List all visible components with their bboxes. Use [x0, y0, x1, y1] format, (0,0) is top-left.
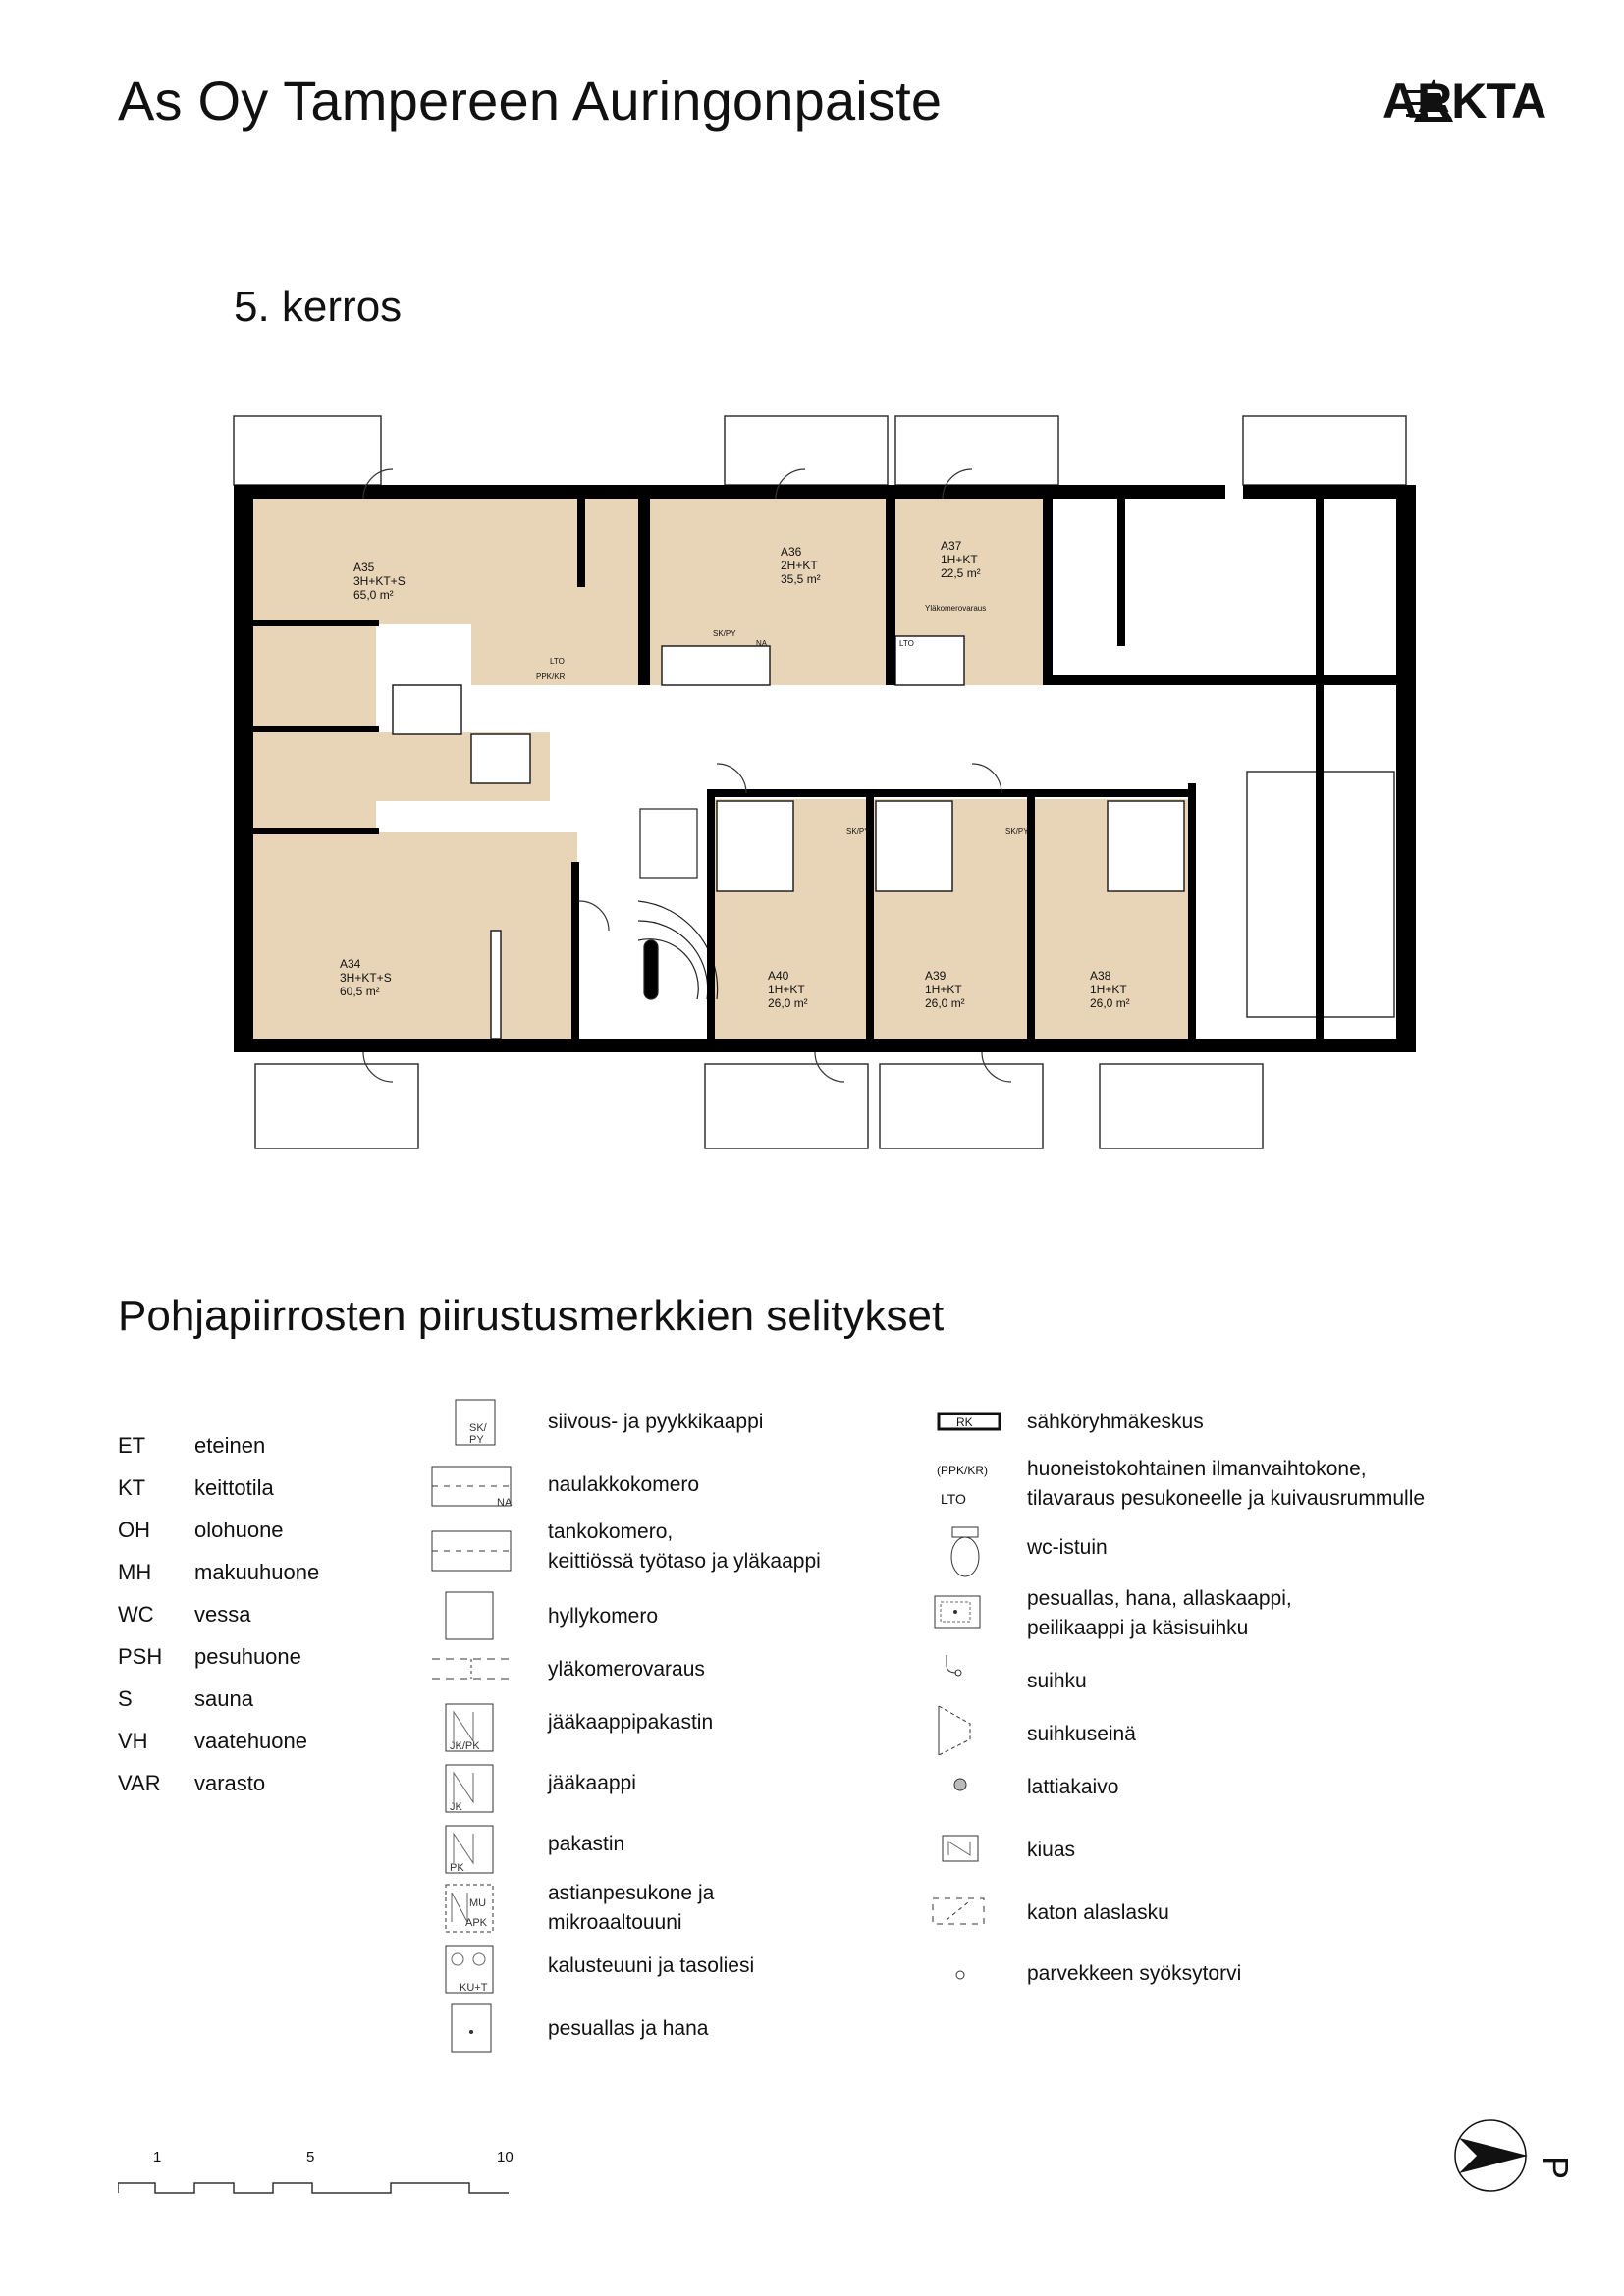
svg-text:1H+KT: 1H+KT [768, 983, 805, 996]
svg-text:MU: MU [469, 1897, 487, 1909]
tag-skpy: SK/PY [1005, 828, 1029, 836]
room-a35-hall [471, 587, 648, 685]
legend-label: sähköryhmäkeskus [1027, 1411, 1204, 1433]
abbr-row: ET eteinen [118, 1433, 266, 1458]
scale-bar [118, 2140, 530, 2199]
legend-label: parvekkeen syöksytorvi [1027, 1962, 1242, 1985]
svg-text:A39: A39 [925, 969, 947, 983]
freezer-icon [444, 1824, 503, 1879]
legend-label: pakastin [548, 1833, 625, 1855]
coat-closet-icon [430, 1463, 518, 1512]
balcony-se [1100, 1064, 1263, 1148]
balcony-nw [234, 416, 381, 485]
north-label: P [1536, 2156, 1576, 2180]
legend-label: katon alaslasku [1027, 1901, 1169, 1924]
north-arrow-icon [1451, 2110, 1589, 2199]
legend-label: siivous- ja pyykkikaappi [548, 1411, 764, 1433]
legend-label: yläkomerovaraus [548, 1658, 705, 1681]
svg-text:JK/PK: JK/PK [450, 1740, 480, 1752]
svg-text:RK: RK [956, 1415, 973, 1429]
legend-label: hyllykomero [548, 1605, 659, 1628]
project-title: As Oy Tampereen Auringonpaiste [118, 70, 943, 132]
room-a35-bed1 [253, 624, 376, 726]
svg-text:KU+T: KU+T [460, 1982, 488, 1994]
legend-title: Pohjapiirrosten piirustusmerkkien selitykset [118, 1292, 945, 1340]
lowered-ceiling-icon [929, 1893, 992, 1932]
svg-text:3H+KT+S: 3H+KT+S [340, 971, 392, 985]
svg-text:1H+KT: 1H+KT [941, 553, 978, 566]
svg-text:1H+KT: 1H+KT [925, 983, 962, 996]
svg-text:SK/: SK/ [469, 1422, 487, 1434]
svg-text:A37: A37 [941, 539, 962, 553]
svg-text:NA: NA [497, 1497, 513, 1509]
floor-plan [226, 410, 1424, 1156]
legend-label: suihku [1027, 1670, 1087, 1692]
svg-text:JK: JK [450, 1801, 462, 1813]
abbr-row: OH olohuone [118, 1518, 284, 1542]
washbasin-icon [933, 1592, 986, 1633]
ventilation-unit-icon [937, 1459, 1025, 1512]
legend-label: pesuallas, hana, allaskaappi, peilikaappi ja käsisuihku [1027, 1587, 1292, 1639]
svg-text:(PPK/KR): (PPK/KR) [937, 1464, 989, 1477]
svg-text:60,5 m²: 60,5 m² [340, 985, 380, 998]
legend-label: tankokomero, keittiössä työtaso ja yläkaappi [548, 1521, 821, 1573]
legend-label: huoneistokohtainen ilmanvaihtokone, tilavaraus pesukoneelle ja kuivausrummulle [1027, 1458, 1426, 1510]
legend-label: kiuas [1027, 1839, 1076, 1861]
sauna-stove-icon [941, 1832, 984, 1867]
svg-text:26,0 m²: 26,0 m² [1090, 996, 1130, 1010]
abbr-row: WC vessa [118, 1602, 251, 1627]
abbr-row: MH makuuhuone [118, 1560, 320, 1584]
svg-text:A38: A38 [1090, 969, 1111, 983]
svg-text:65,0 m²: 65,0 m² [353, 588, 394, 602]
legend-label: wc-istuin [1027, 1536, 1108, 1559]
legend-label: pesuallas ja hana [548, 2017, 709, 2040]
abbr-row: VAR varasto [118, 1771, 266, 1795]
shelf-closet-icon [444, 1590, 503, 1645]
brand-name: ARKTA [1382, 74, 1546, 129]
svg-text:APK: APK [465, 1917, 488, 1929]
abbr-row: S sauna [118, 1686, 253, 1711]
balcony-n2 [895, 416, 1058, 485]
legend-label: suihkuseinä [1027, 1723, 1136, 1745]
balcony-s1 [705, 1064, 868, 1148]
balcony-sw [255, 1064, 418, 1148]
svg-text:2H+KT: 2H+KT [781, 559, 818, 572]
svg-text:A34: A34 [340, 957, 361, 971]
tag-lto: LTO [899, 639, 914, 648]
toilet-icon [947, 1525, 986, 1584]
legend-label: jääkaappi [548, 1772, 636, 1794]
tag-ylakomerovaraus: Yläkomerovaraus [925, 604, 987, 613]
svg-text:22,5 m²: 22,5 m² [941, 566, 981, 580]
fridge-icon [444, 1763, 503, 1818]
room-a34-living [253, 832, 577, 1044]
scale-tick-label: 10 [497, 2149, 514, 2165]
tag-skpy: SK/PY [713, 629, 736, 638]
scale-tick-label: 1 [153, 2149, 162, 2165]
elevator [640, 809, 697, 878]
electrical-panel-icon [937, 1408, 1005, 1437]
dishwasher-microwave-icon [444, 1883, 503, 1938]
upper-cabinet-icon [430, 1651, 518, 1690]
balcony-n1 [725, 416, 888, 485]
legend-label: jääkaappipakastin [548, 1711, 714, 1734]
abbr-row: VH vaatehuone [118, 1729, 307, 1753]
oven-hob-icon [444, 1944, 503, 1999]
svg-text:PY: PY [469, 1434, 484, 1446]
legend-label: lattiakaivo [1027, 1776, 1119, 1798]
legend-label: kalusteuuni ja tasoliesi [548, 1954, 755, 1977]
room-a34-bed [253, 730, 376, 832]
svg-text:A35: A35 [353, 561, 375, 574]
svg-text:26,0 m²: 26,0 m² [925, 996, 965, 1010]
tag-lto: LTO [550, 657, 565, 666]
svg-text:1H+KT: 1H+KT [1090, 983, 1127, 996]
svg-text:26,0 m²: 26,0 m² [768, 996, 808, 1010]
sink-icon [450, 2002, 499, 2057]
fridge-freezer-icon [444, 1702, 503, 1757]
shower-icon [937, 1651, 976, 1690]
abbr-row: KT keittotila [118, 1475, 274, 1500]
tag-na: NA [756, 639, 768, 648]
shower-screen-icon [933, 1702, 992, 1761]
floor-drain-icon [948, 1773, 978, 1802]
balcony-ne [1243, 416, 1406, 485]
scale-tick-label: 5 [306, 2149, 315, 2165]
svg-text:A36: A36 [781, 545, 802, 559]
tag-skpy: SK/PY [846, 828, 870, 836]
svg-text:35,5 m²: 35,5 m² [781, 572, 821, 586]
balcony-s2 [880, 1064, 1043, 1148]
tag-ppkkr: PPK/KR [536, 672, 566, 681]
floor-label: 5. kerros [234, 283, 403, 331]
svg-text:LTO: LTO [941, 1491, 966, 1507]
svg-text:A40: A40 [768, 969, 789, 983]
cleaning-cabinet-icon [452, 1398, 501, 1447]
rod-closet-icon [430, 1527, 518, 1576]
legend-label: astianpesukone ja mikroaaltouuni [548, 1882, 715, 1934]
svg-text:3H+KT+S: 3H+KT+S [353, 574, 406, 588]
svg-text:PK: PK [450, 1862, 464, 1874]
downpipe-icon [952, 1967, 972, 1987]
abbr-row: PSH pesuhuone [118, 1644, 301, 1669]
legend-label: naulakkokomero [548, 1473, 700, 1496]
